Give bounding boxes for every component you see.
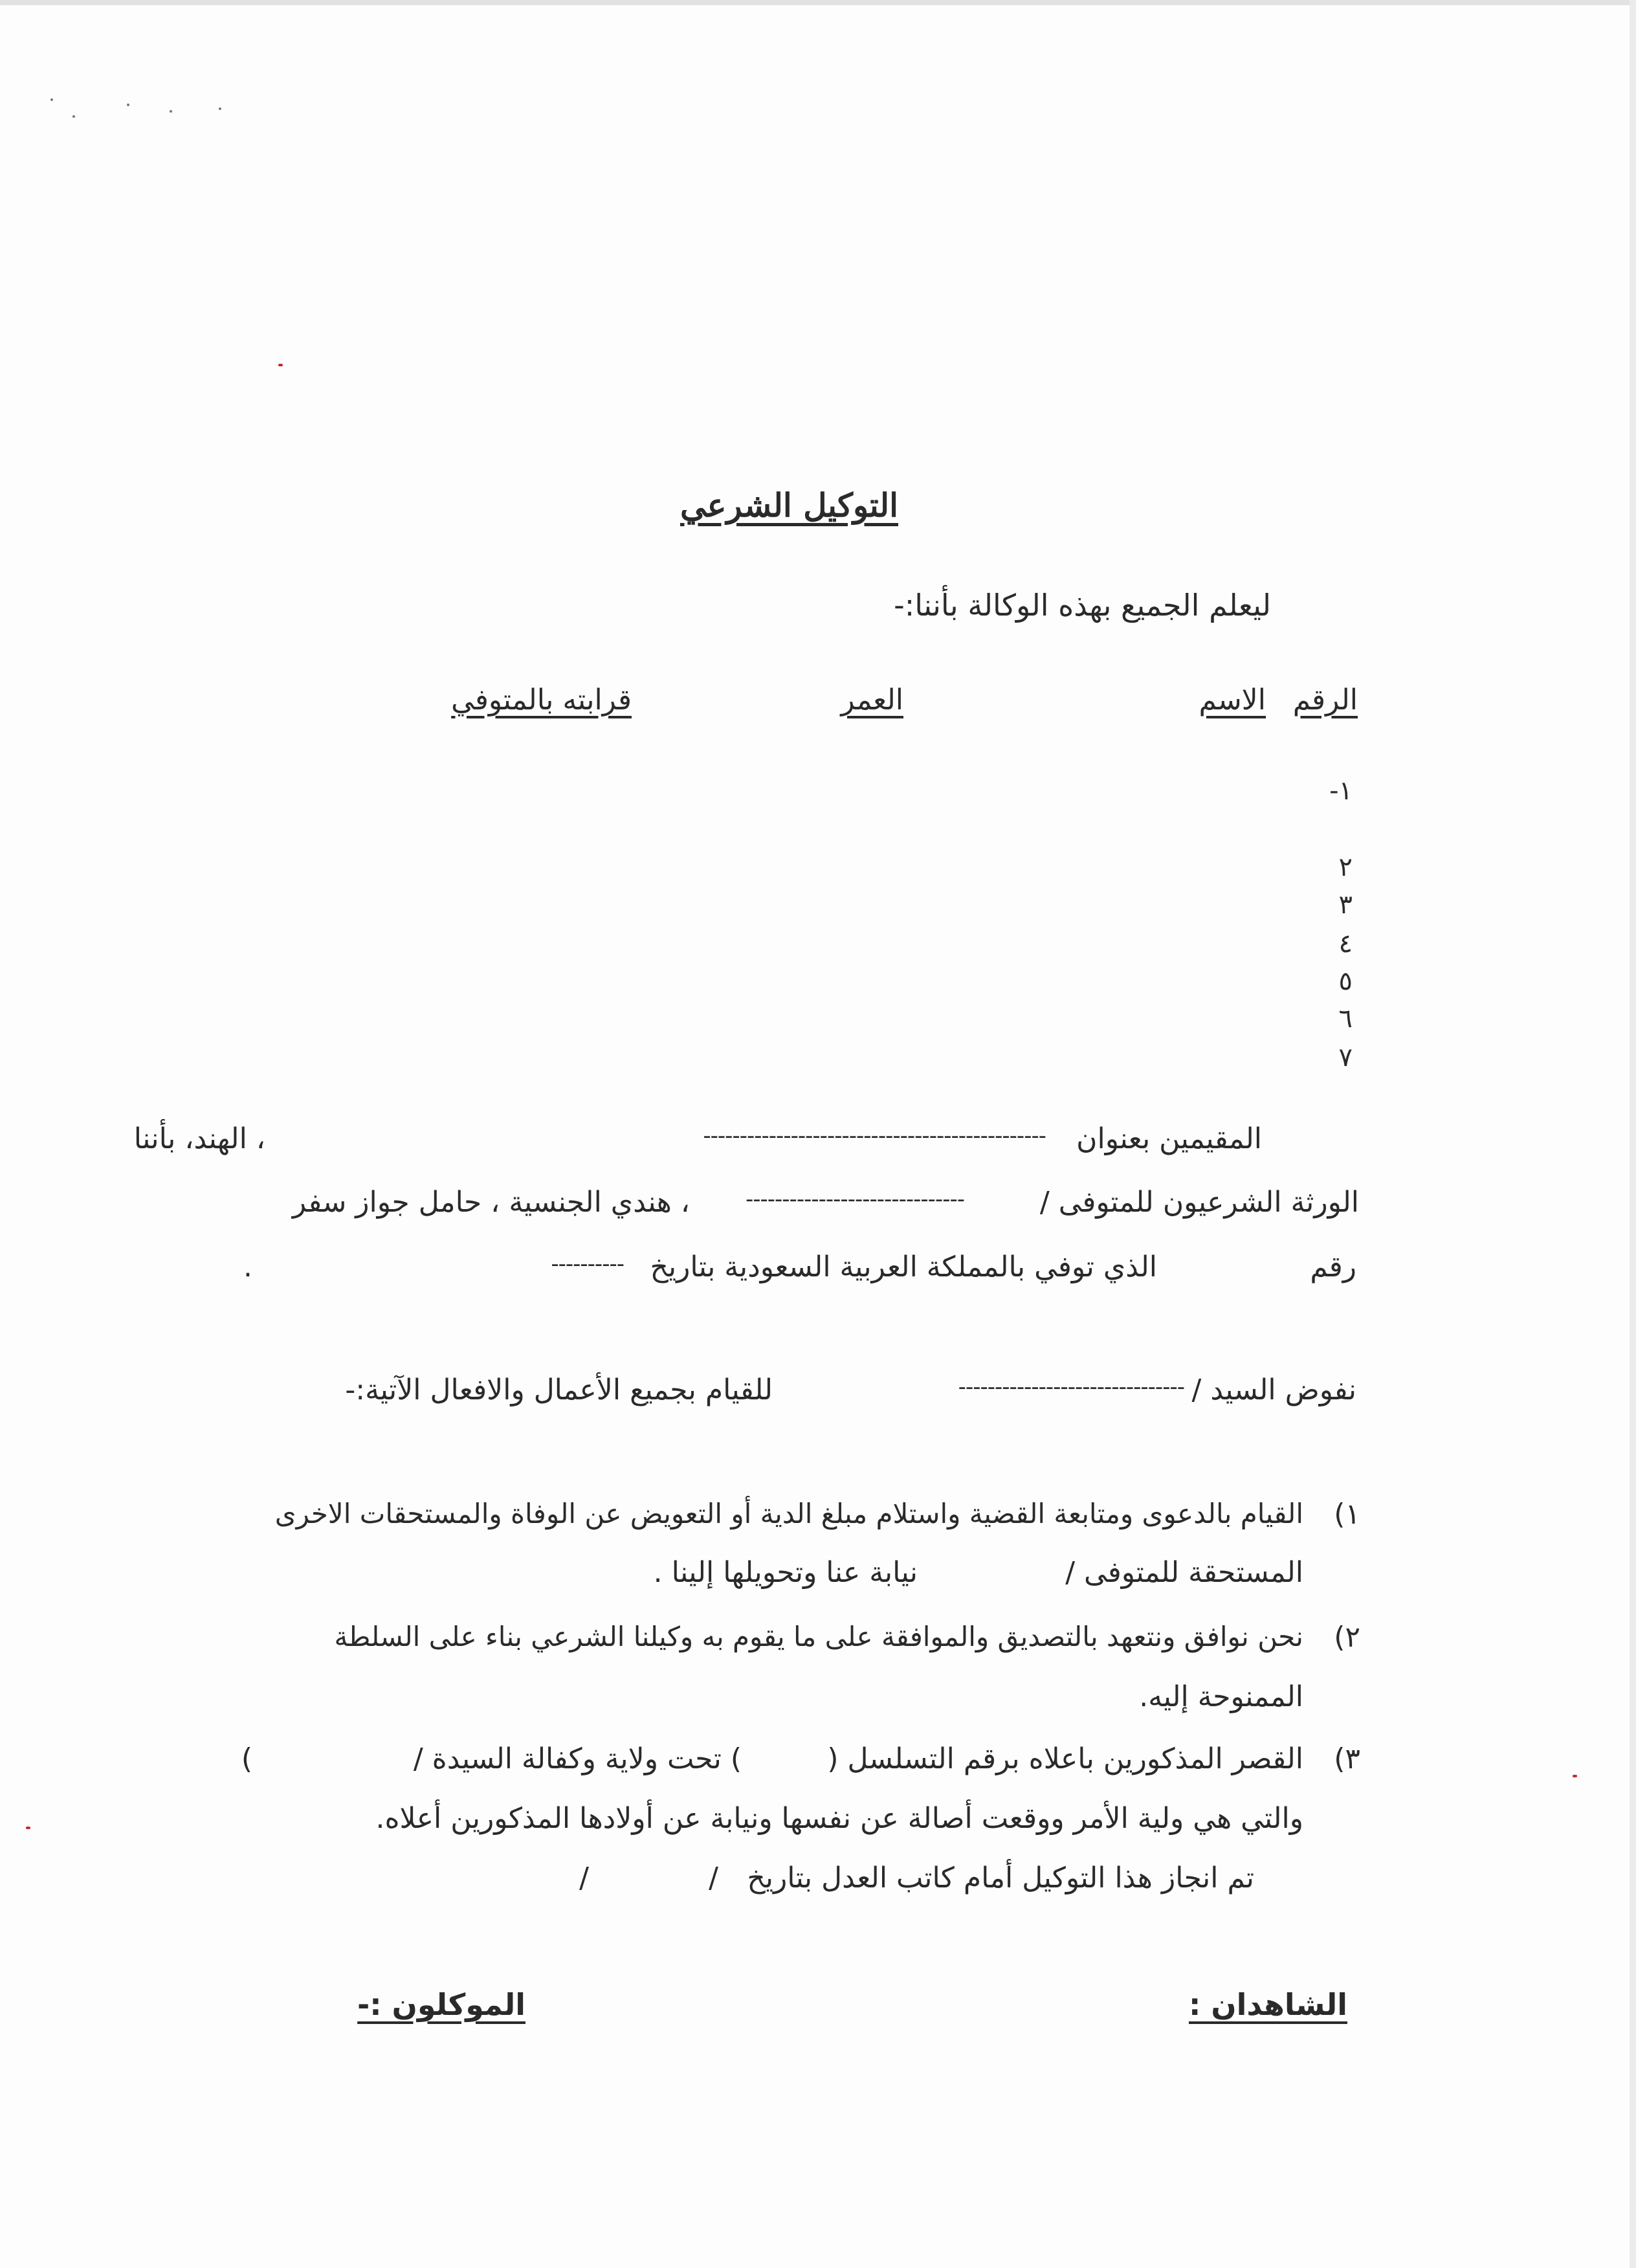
residence-line1-dashes: ----------------------------------------------- [703,1123,1046,1149]
row-number: ١- [1329,776,1353,806]
clause-2-number: ٢) [1334,1621,1360,1654]
scan-speck-red [1573,1775,1577,1777]
witnesses-label: الشاهدان : [1188,1987,1347,2022]
clause-3-number: ٣) [1334,1742,1360,1775]
completion-line: تم انجاز هذا التوكيل أمام كاتب العدل بتاريخ [747,1862,1254,1895]
scan-speck-red [278,364,283,366]
clause-1-number: ١) [1334,1498,1360,1531]
residence-line3-mid: الذي توفي بالمملكة العربية السعودية بتاريخ [650,1251,1157,1284]
clause-2-line1: نحن نوافق ونتعهد بالتصديق والموافقة على ما يقوم به وكيلنا الشرعي بناء على السلطة [334,1621,1303,1652]
date-slash: / [709,1862,718,1895]
delegation-end: للقيام بجميع الأعمال والافعال الآتية:- [345,1373,773,1406]
delegation-dashes: ------------------------------- [958,1374,1184,1400]
row-number: ٣ [1338,890,1353,920]
residence-line2-start: الورثة الشرعيون للمتوفى / [1039,1186,1359,1219]
clause-1-line2b: نيابة عنا وتحويلها إلينا . [653,1556,918,1589]
intro-line: ليعلم الجميع بهذه الوكالة بأننا:- [894,588,1271,623]
scan-speck [72,115,75,118]
residence-line1-end: ، الهند، بأننا [133,1122,265,1155]
scan-speck [50,98,53,101]
header-name: الاسم [1199,684,1266,717]
row-number: ٤ [1338,929,1353,959]
row-number: ٥ [1338,966,1353,996]
residence-line2-end: ، هندي الجنسية ، حامل جواز سفر [292,1186,690,1219]
header-relation: قرابته بالمتوفي [451,684,632,717]
residence-line2-dashes: ------------------------------ [745,1186,964,1212]
scan-speck [127,104,129,106]
row-number: ٧ [1338,1043,1353,1073]
residence-line3-end: . [243,1251,252,1284]
header-age: العمر [841,684,903,717]
clause-3-line1a: القصر المذكورين باعلاه برقم التسلسل ( [827,1742,1303,1775]
clause-1-line1: القيام بالدعوى ومتابعة القضية واستلام مبلغ الدية أو التعويض عن الوفاة والمستحقات الاخرى [274,1498,1303,1529]
document-title: التوكيل الشرعي [680,486,898,524]
clause-3-line1c: ) [241,1742,252,1775]
residence-line3-start: رقم [1310,1251,1356,1284]
scan-speck-red [26,1827,30,1829]
scan-top-edge [0,0,1636,5]
clause-3-line2: والتي هي ولية الأمر ووقعت أصالة عن نفسها ونيابة عن أولادها المذكورين أعلاه. [375,1802,1303,1835]
row-number: ٦ [1338,1004,1353,1034]
scan-speck [170,110,172,113]
clause-1-line2a: المستحقة للمتوفى / [1065,1556,1303,1589]
principals-label: الموكلون :- [357,1987,525,2022]
residence-line1-start: المقيمين بعنوان [1076,1122,1262,1155]
clause-3-line1b: ) تحت ولاية وكفالة السيدة / [413,1742,742,1775]
date-slash: / [579,1862,589,1895]
residence-line3-dashes: ---------- [551,1251,624,1277]
row-number: ٢ [1338,852,1353,882]
clause-2-line2: الممنوحة إليه. [1139,1680,1303,1713]
scan-right-edge [1630,0,1636,2268]
header-number: الرقم [1292,684,1358,717]
delegation-start: نفوض السيد / [1191,1373,1356,1406]
scan-speck [219,107,221,110]
